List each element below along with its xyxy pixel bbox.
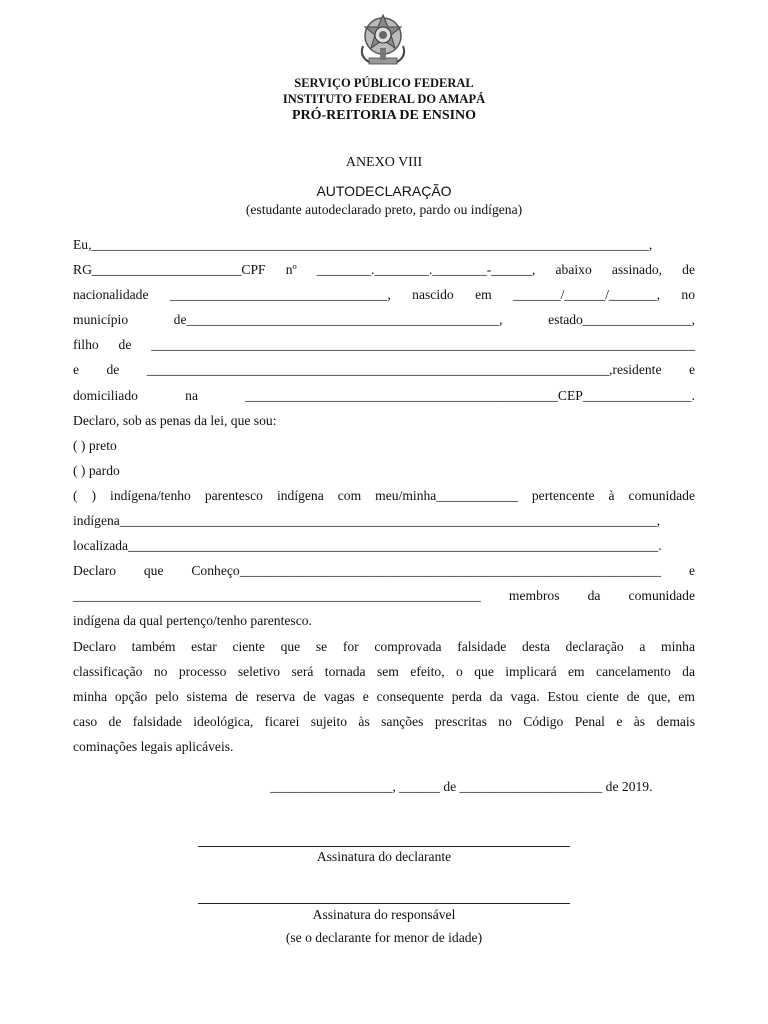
- declaration-line: minha opção pelo sistema de reserva de vagas e consequente perda da vaga. Estou ciente de que, em: [73, 688, 695, 704]
- field-community-members-line[interactable]: ____________________________________________________________ membros da comunidade: [73, 588, 695, 604]
- annex-label: ANEXO VIII: [345, 155, 423, 170]
- declaration-line: caso de falsidade ideológica, ficarei sujeito às sanções prescritas no Código Penal e às demais: [73, 713, 695, 729]
- form-body: [73, 234, 695, 761]
- brasao-emblem-icon: [357, 12, 409, 68]
- signature-note-guardian: (se o declarante for menor de idade): [285, 930, 483, 945]
- field-rg-cpf-line[interactable]: RG______________________CPF nº ________.________.________-______, abaixo assinado, de: [73, 262, 695, 278]
- field-name-line[interactable]: Eu,__________________________________________________________________________________,: [73, 237, 653, 252]
- header-line-3: PRÓ-REITORIA DE ENSINO: [291, 108, 477, 123]
- option-pardo-checkbox[interactable]: ( ) pardo: [73, 462, 120, 478]
- document-subtitle: (estudante autodeclarado preto, pardo ou indígena): [245, 202, 523, 217]
- signature-label-guardian: Assinatura do responsável: [312, 907, 456, 922]
- document-title: AUTODECLARAÇÃO: [316, 183, 452, 199]
- field-address-cep-line[interactable]: domiciliado na ______________________________________________CEP________________.: [73, 387, 695, 403]
- signature-line-declarant[interactable]: [198, 846, 570, 847]
- declaration-line: Declaro também estar ciente que se for comprovada falsidade desta declaração a minha: [73, 638, 695, 654]
- signature-line-guardian[interactable]: [198, 903, 570, 904]
- field-father-line[interactable]: filho de ________________________________________________________________________________: [73, 337, 695, 353]
- field-nationality-birth-line[interactable]: nacionalidade ________________________________, nascido em _______/______/_______, no: [73, 287, 695, 303]
- field-location-line[interactable]: localizada______________________________________________________________________________.: [73, 538, 662, 554]
- field-indigenous-community-line[interactable]: indígena_______________________________________________________________________________,: [73, 513, 661, 529]
- date-place-line[interactable]: __________________, ______ de _____________________ de 2019.: [270, 779, 653, 794]
- declaration-line: classificação no processo seletivo será tornada sem efeito, o que implicará em cancelamento da: [73, 663, 695, 679]
- declaration-paragraph: [73, 636, 695, 761]
- community-text: indígena da qual pertenço/tenho parentesco.: [73, 613, 312, 629]
- field-known-members-line[interactable]: Declaro que Conheço______________________________________________________________ e: [73, 563, 695, 579]
- declaration-line: cominações legais aplicáveis.: [73, 738, 234, 754]
- option-indigena-checkbox[interactable]: ( ) indígena/tenho parentesco indígena com meu/minha____________ pertencente à comunidade: [73, 487, 695, 503]
- option-preto-checkbox[interactable]: ( ) preto: [73, 437, 117, 453]
- declaration-intro: Declaro, sob as penas da lei, que sou:: [73, 412, 277, 428]
- field-municipality-state-line[interactable]: município de______________________________________________, estado________________,: [73, 312, 695, 328]
- field-mother-line[interactable]: e de ____________________________________________________________________,residente e: [73, 362, 695, 378]
- signature-label-declarant: Assinatura do declarante: [316, 849, 452, 864]
- header-line-2: INSTITUTO FEDERAL DO AMAPÁ: [282, 92, 486, 106]
- header-line-1: SERVIÇO PÚBLICO FEDERAL: [294, 76, 474, 90]
